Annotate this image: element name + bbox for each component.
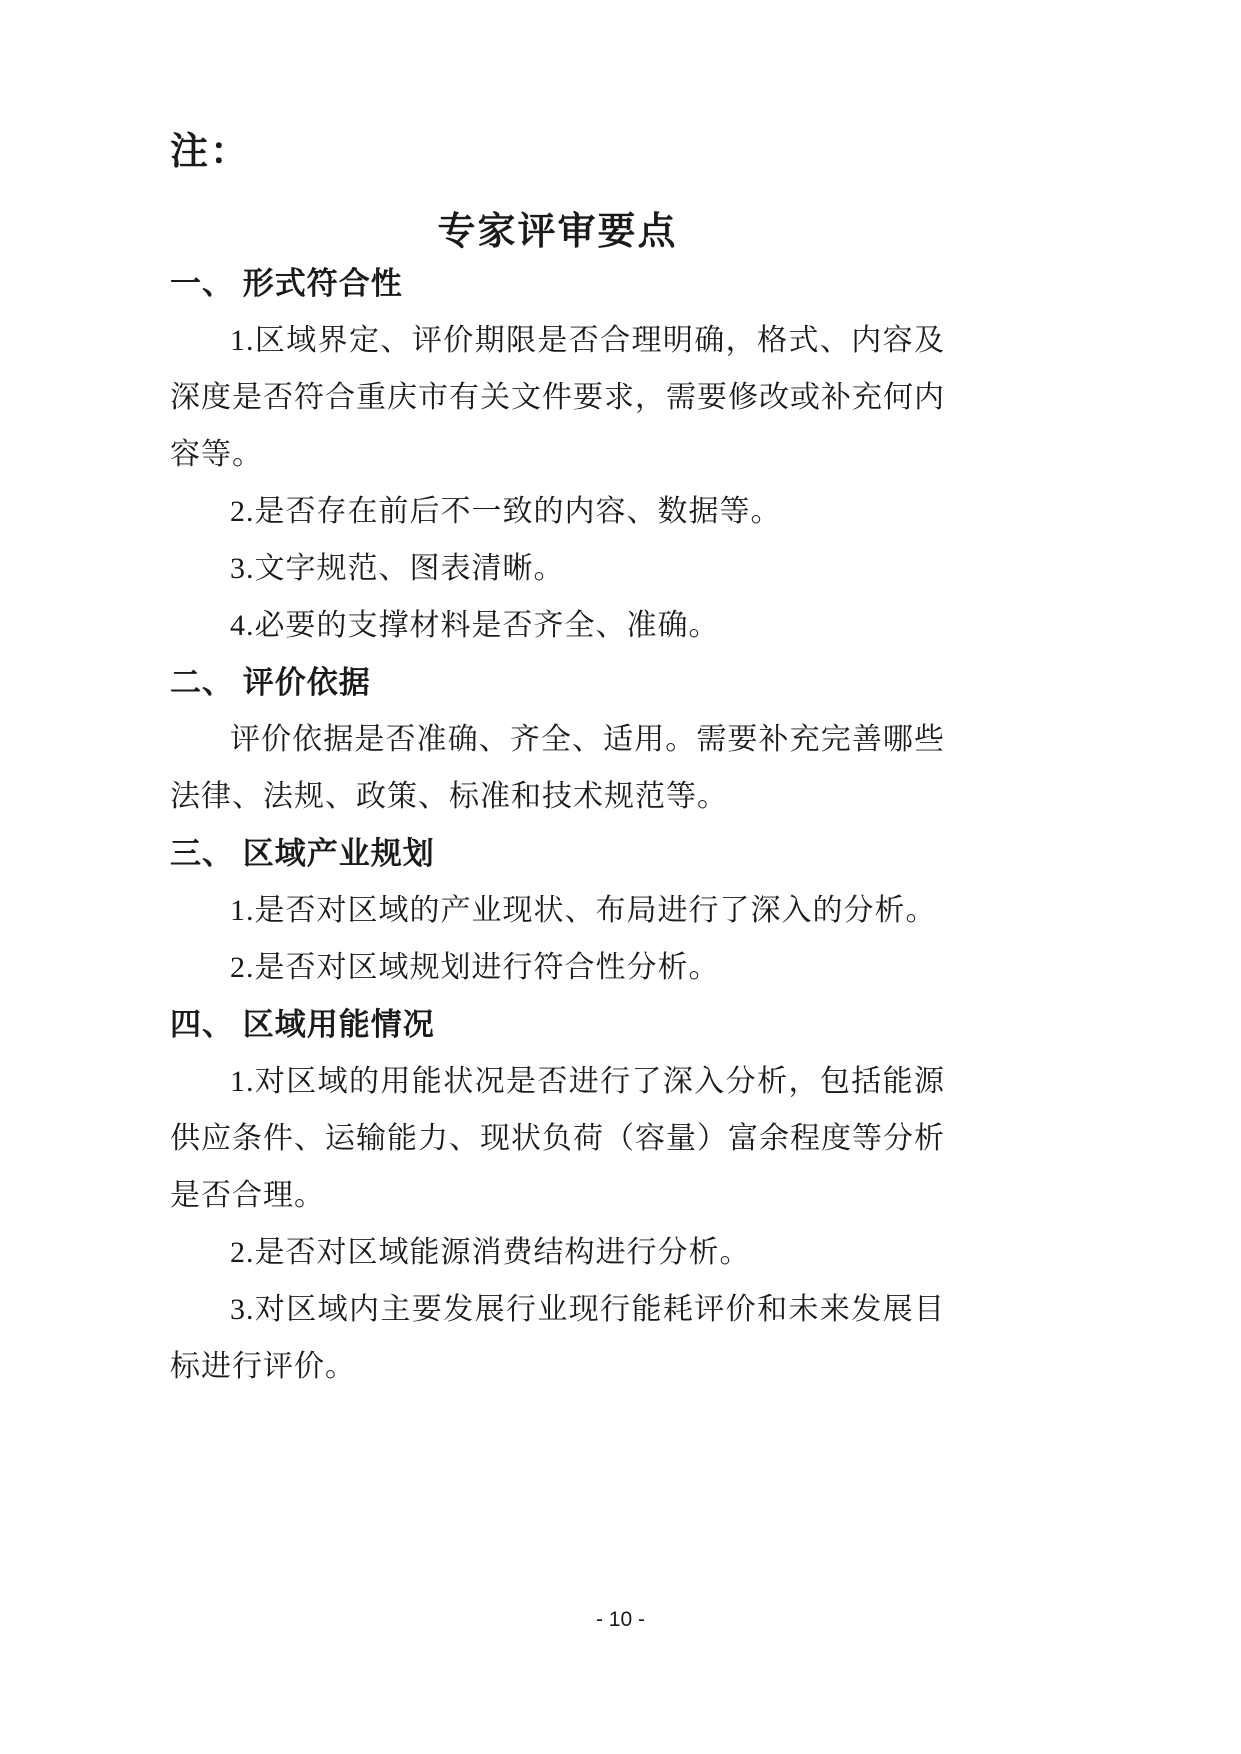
section-form-conformity (170, 255, 945, 654)
section-2-item-1: 评价依据是否准确、齐全、适用。需要补充完善哪些法律、法规、政策、标准和技术规范等。 (170, 722, 945, 813)
section-2-heading: 二、 评价依据 (170, 664, 371, 700)
section-1-heading: 一、 形式符合性 (170, 265, 403, 301)
note-label: 注： (170, 131, 251, 173)
section-4-item-2: 2.是否对区域能源消费结构进行分析。 (230, 1235, 751, 1269)
section-1-item-3: 3.文字规范、图表清晰。 (230, 551, 565, 585)
section-4-item-3: 3.对区域内主要发展行业现行能耗评价和未来发展目标进行评价。 (170, 1292, 945, 1383)
section-1-item-1: 1.区域界定、评价期限是否合理明确，格式、内容及深度是否符合重庆市有关文件要求，需要修改或补充何内容等。 (170, 323, 945, 471)
section-3-item-1: 1.是否对区域的产业现状、布局进行了深入的分析。 (230, 893, 937, 927)
page-number: - 10 - (595, 1608, 645, 1631)
section-4-item-1: 1.对区域的用能状况是否进行了深入分析，包括能源供应条件、运输能力、现状负荷（容量）富余程度等分析是否合理。 (170, 1064, 945, 1212)
section-1-item-2: 2.是否存在前后不一致的内容、数据等。 (230, 494, 782, 528)
section-1-item-4: 4.必要的支撑材料是否齐全、准确。 (230, 608, 720, 642)
page-title: 专家评审要点 (437, 210, 678, 253)
section-3-heading: 三、 区域产业规划 (170, 835, 435, 871)
section-evaluation-basis (170, 654, 945, 825)
section-4-heading: 四、 区域用能情况 (170, 1006, 435, 1042)
section-regional-energy-use (170, 996, 945, 1395)
section-regional-industry-planning (170, 825, 945, 996)
section-3-item-2: 2.是否对区域规划进行符合性分析。 (230, 950, 720, 984)
